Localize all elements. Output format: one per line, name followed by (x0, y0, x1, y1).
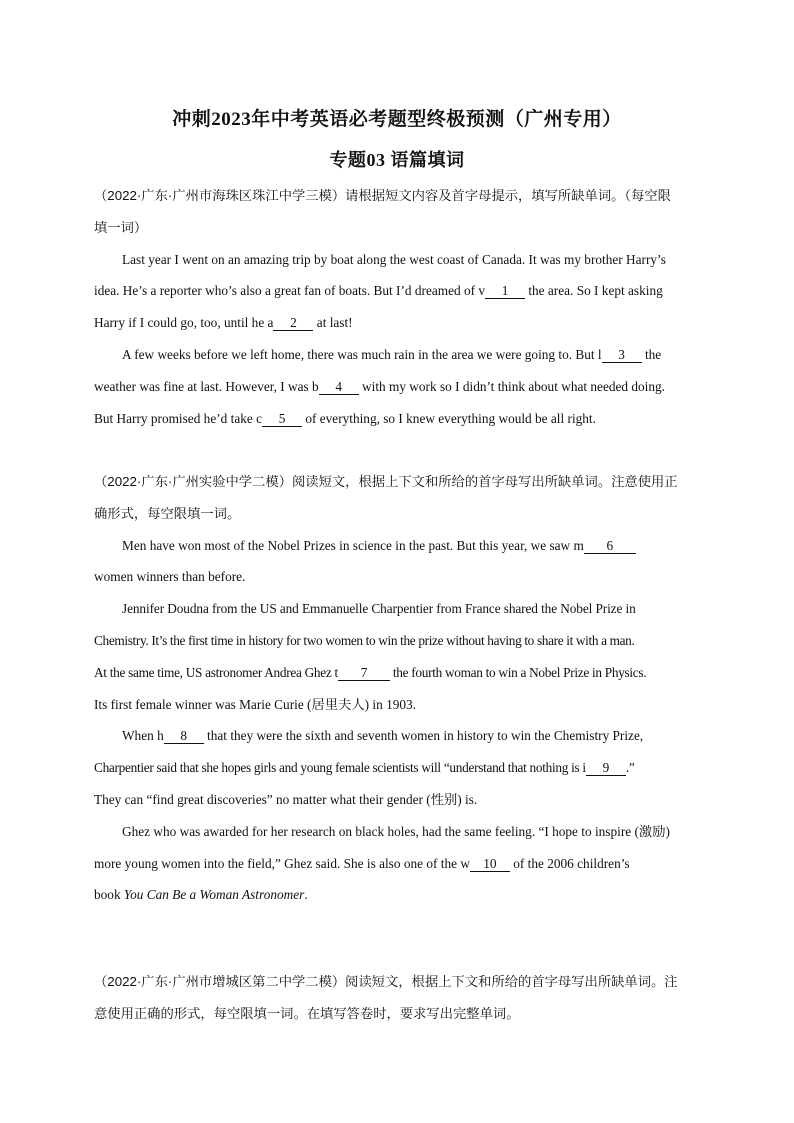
passage-2-para-1-line-1 (94, 530, 700, 562)
text-run: the area. So I kept asking (525, 283, 663, 299)
passage-2-para-2-line-2: Chemistry. It’s the first time in history for two women to win the prize without having to share it with a man. (94, 632, 635, 648)
text-run: weather was fine at last. However, I was b (94, 378, 319, 394)
text-run: at last! (313, 315, 353, 331)
text-run: . (304, 887, 308, 903)
text-run: of the 2006 children’s (509, 855, 630, 871)
blank-9[interactable]: 9 (586, 761, 626, 776)
text-run: At the same time, US astronomer Andrea Ghez t (94, 664, 338, 680)
text-run: the (641, 346, 662, 362)
text-run: of everything, so I knew everything would be all right. (302, 410, 596, 426)
text-run: Charpentier said that she hopes girls and young female scientists will “understand that nothing is i (94, 760, 586, 776)
blank-4[interactable]: 4 (319, 380, 359, 395)
document-title: 冲刺2023年中考英语必考题型终极预测（广州专用） (172, 109, 622, 130)
passage-3 (94, 966, 700, 1030)
passage-2-para-2-line-1: Jennifer Doudna from the US and Emmanuelle Charpentier from France shared the Nobel Prize in (122, 601, 636, 617)
passage-1-para-1-line-1: Last year I went on an amazing trip by boat along the west coast of Canada. It was my brother Harry’s (122, 251, 666, 267)
passage-2-para-4-line-1: Ghez who was awarded for her research on black holes, had the same feeling. “I hope to inspire (激励) (122, 823, 670, 839)
blank-7[interactable]: 7 (338, 666, 390, 681)
blank-6[interactable]: 6 (584, 539, 636, 554)
passage-1-para-2-line-3 (94, 403, 700, 435)
text-run: more young women into the field,” Ghez said. She is also one of the w (94, 855, 470, 871)
passage-2-para-2-line-4: Its first female winner was Marie Curie (居里夫人) in 1903. (94, 696, 417, 712)
blank-5[interactable]: 5 (262, 412, 302, 427)
passage-2-para-3-line-3: They can “find great discoveries” no matter what their gender (性别) is. (94, 791, 478, 807)
passage-2-para-2-line-3 (94, 657, 700, 689)
passage-2-para-3-line-1 (94, 720, 700, 752)
passage-1 (94, 180, 700, 434)
text-run: .” (625, 760, 635, 776)
passage-2-para-1-line-2: women winners than before. (94, 569, 246, 585)
text-run: the fourth woman to win a Nobel Prize in Physics. (389, 664, 647, 680)
blank-3[interactable]: 3 (602, 348, 642, 363)
blank-2[interactable]: 2 (273, 316, 313, 331)
passage-1-para-2-line-2 (94, 371, 700, 403)
passage-3-instruction-line-1: （2022·广东·广州市增城区第二中学二模）阅读短文，根据上下文和所给的首字母写出所缺单词。注 (94, 974, 678, 989)
passage-1-para-2-line-1 (94, 339, 700, 371)
book-title: You Can Be a Woman Astronomer (123, 887, 305, 903)
text-run: idea. He’s a reporter who’s also a great fan of boats. But I’d dreamed of v (94, 283, 486, 299)
text-run: Harry if I could go, too, until he a (94, 315, 274, 331)
passage-2-instruction-line-2: 确形式，每空限填一词。 (94, 505, 241, 521)
document-subtitle: 专题03 语篇填词 (329, 150, 465, 170)
blank-8[interactable]: 8 (164, 729, 204, 744)
text-run: that they were the sixth and seventh women in history to win the Chemistry Prize, (203, 728, 644, 744)
passage-2-para-4-line-3 (94, 879, 700, 911)
passage-1-para-1-line-2 (94, 275, 700, 307)
passage-1-para-1-line-3 (94, 307, 700, 339)
passage-2-para-4-line-2 (94, 848, 700, 880)
passage-1-instruction-line-2: 填一词） (94, 219, 148, 235)
text-run: But Harry promised he’d take c (94, 410, 263, 426)
text-run: book (94, 887, 124, 903)
text-run: When h (122, 728, 164, 744)
blank-10[interactable]: 10 (470, 857, 510, 872)
passage-1-instruction-line-1: （2022·广东·广州市海珠区珠江中学三模）请根据短文内容及首字母提示，填写所缺单词。（每空限 (94, 188, 671, 203)
passage-2-para-3-line-2 (94, 752, 700, 784)
passage-2 (94, 466, 700, 911)
passage-2-instruction-line-1: （2022·广东·广州实验中学二模）阅读短文，根据上下文和所给的首字母写出所缺单词。注意使用正 (94, 474, 678, 489)
text-run: Men have won most of the Nobel Prizes in science in the past. But this year, we saw m (122, 537, 584, 553)
text-run: A few weeks before we left home, there was much rain in the area we were going to. But l (122, 346, 602, 362)
passage-3-instruction-line-2: 意使用正确的形式，每空限填一词。在填写答卷时，要求写出完整单词。 (94, 1005, 520, 1021)
text-run: with my work so I didn’t think about what needed doing. (358, 378, 665, 394)
blank-1[interactable]: 1 (485, 284, 525, 299)
